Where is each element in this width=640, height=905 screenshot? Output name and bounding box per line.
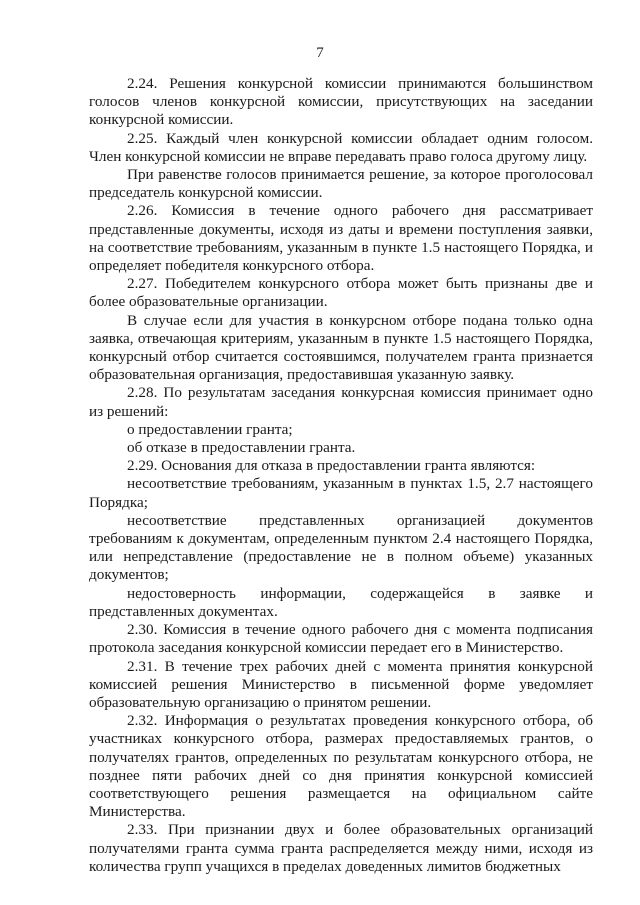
paragraph-2-25: 2.25. Каждый член конкурсной комиссии обладает одним голосом. Член конкурсной комиссии не вправе передавать право голоса другому лицу. [89,129,593,165]
paragraph-2-30: 2.30. Комиссия в течение одного рабочего дня с момента подписания протокола заседания конкурсной комиссии передает его в Министерство. [89,621,593,657]
paragraph-tie-vote: При равенстве голосов принимается решение, за которое проголосовал председатель конкурсной комиссии. [89,166,593,202]
paragraph-2-33: 2.33. При признании двух и более образовательных организаций получателями гранта сумма гранта распределяется между ними, исходя из количества групп учащихся в пределах доведенных лимитов бюджетных [89,821,593,875]
refusal-ground-false-info: недостоверность информации, содержащейся в заявке и представленных документах. [89,584,593,620]
paragraph-2-31: 2.31. В течение трех рабочих дней с момента принятия конкурсной комиссией решения Министерство в письменной форме уведомляет образовательную организацию о принятом решении. [89,657,593,711]
refusal-ground-documents: несоответствие представленных организацией документов требованиям к документам, определенным пунктом 2.4 настоящего Порядка, или непредставление (предоставление не в полном объеме) указанных документов; [89,511,593,584]
refusal-ground-requirements: несоответствие требованиям, указанным в пунктах 1.5, 2.7 настоящего Порядка; [89,475,593,511]
paragraph-2-27: 2.27. Победителем конкурсного отбора может быть признаны две и более образовательные организации. [89,275,593,311]
decision-option-refusal: об отказе в предоставлении гранта. [127,439,356,457]
document-body [89,75,593,876]
paragraph-2-26: 2.26. Комиссия в течение одного рабочего дня рассматривает представленные документы, исходя из даты и времени поступления заявки, на соответствие требованиям, указанным в пункте 1.5 настоящего Порядка, и определяет победителя конкурсного отбора. [89,202,593,275]
paragraph-2-24: 2.24. Решения конкурсной комиссии принимаются большинством голосов членов конкурсной комиссии, присутствующих на заседании конкурсной комиссии. [89,75,593,129]
paragraph-2-29: 2.29. Основания для отказа в предоставлении гранта являются: [127,457,536,475]
decision-option-grant: о предоставлении гранта; [127,420,293,438]
paragraph-single-application: В случае если для участия в конкурсном отборе подана только одна заявка, отвечающая критериям, указанным в пункте 1.5 настоящего Порядка, конкурсный отбор считается состоявшимся, получателем гранта признается образовательная организация, предоставившая указанную заявку. [89,311,593,384]
page-number: 7 [316,45,324,61]
paragraph-2-32: 2.32. Информация о результатах проведения конкурсного отбора, об участниках конкурсного отбора, размерах предоставляемых грантов, о получателях грантов, определенных по результатам конкурсного отбора, не позднее пяти рабочих дней со дня принятия конкурсной комиссией соответствующего решения размещается на официальном сайте Министерства. [89,712,593,821]
paragraph-2-28: 2.28. По результатам заседания конкурсная комиссия принимает одно из решений: [89,384,593,420]
